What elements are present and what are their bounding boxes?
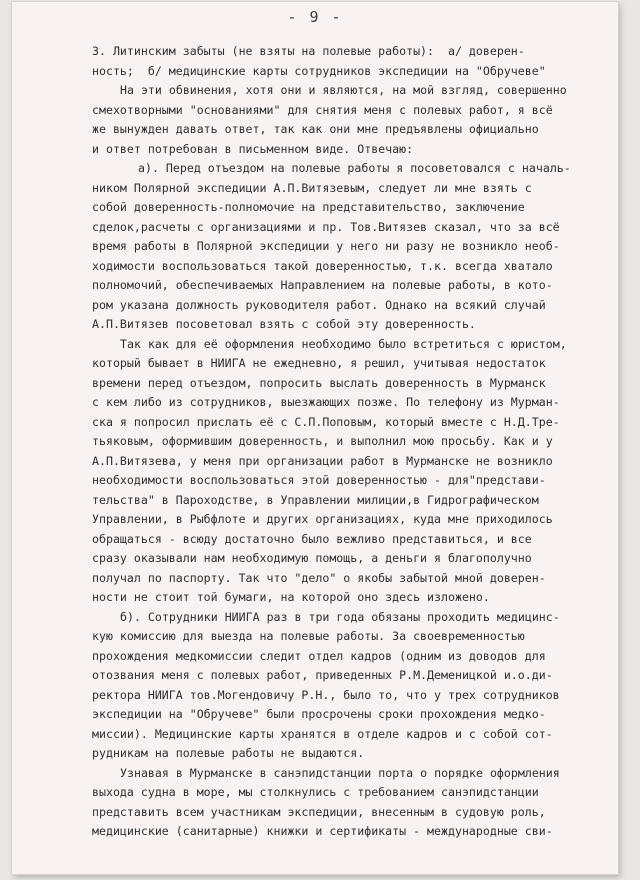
text-line: Так как для её оформления необходимо было встретиться с юристом, — [120, 336, 567, 351]
text-line: с кем либо из сотрудников, выезжающих позже. По телефону из Мурман- — [92, 395, 560, 409]
text-line: а). Перед отъездом на полевые работы я посоветовался с началь- — [138, 161, 571, 175]
text-line: ром указана должность руководителя работ. Однако на всякий случай — [92, 297, 546, 312]
document-page — [12, 2, 618, 874]
text-line: представить всем участникам экспедиции, внесенным в судовую роль, — [92, 804, 546, 819]
page-number: - 9 - — [287, 8, 343, 26]
text-line: Управлении, в Рыбфлоте и других организациях, куда мне приходилось — [92, 512, 553, 526]
text-line: ником Полярной экспедиции А.П.Витязевым, следует ли мне взять с — [92, 180, 532, 195]
text-line: ности не стоит той бумаги, на которой оно здесь изложено. — [92, 590, 490, 604]
text-line: выхода судна в море, мы столкнулись с требованием санэпидстанции — [92, 785, 539, 799]
text-line: ходимости воспользоваться такой доверенностью, т.к. всегда хватало — [92, 258, 553, 273]
text-line: тельства" в Пароходстве, в Управлении милиции,в Гидрографическом — [92, 492, 539, 507]
text-line: тьяковым, оформившим доверенность, и выполнил мою просьбу. Как и у — [92, 434, 553, 448]
text-line: кую комиссию для выезда на полевые работы. За своевременностью — [92, 629, 525, 643]
text-line: б). Сотрудники НИИГА раз в три года обязаны проходить медицинс- — [120, 609, 560, 624]
text-line: 3. Литинским забыты (не взяты на полевые работы): а/ доверен- — [92, 44, 525, 58]
text-line: рудникам на полевые работы не выдаются. — [92, 746, 365, 760]
text-line: отозвания меня с полевых работ, приведенных Р.М.Деменицкой и.о.ди- — [92, 668, 553, 682]
text-line: смехотворными "основаниями" для снятия меня с полевых работ, я всё — [92, 102, 553, 117]
text-line: прохождения медкомиссии следит отдел кадров (одним из доводов для — [92, 648, 546, 663]
text-line: ректора НИИГА тов.Могендовичу Р.Н., было то, что у трех сотрудников — [92, 687, 560, 702]
text-line: миссии). Медицинские карты хранятся в отделе кадров и с собой сот- — [92, 726, 553, 741]
text-line: сразу оказывали нам необходимую помощь, а деньги я благополучно — [92, 551, 532, 565]
text-line: и ответ потребован в письменном виде. Отвечаю: — [92, 141, 414, 156]
text-line: На эти обвинения, хотя они и являются, на мой взгляд, совершенно — [120, 83, 567, 97]
text-line: медицинские (санитарные) книжки и сертификаты - международные сви- — [92, 824, 553, 838]
text-line: времени перед отъездом, попросить выслать доверенность в Мурманск — [92, 375, 546, 390]
text-line: ность; б/ медицинские карты сотрудников экспедиции на "Обручеве" — [92, 63, 546, 78]
text-line: Узнавая в Мурманске в санэпидстанции порта о порядке оформления — [120, 765, 560, 780]
text-line: необходимости воспользоваться этой доверенностью - для"представи- — [92, 473, 546, 487]
text-line: полномочий, обеспечиваемых Направлением на полевые работы, в кото- — [92, 278, 553, 292]
text-line: же вынужден давать ответ, так как они мне предъявлены официально — [92, 122, 539, 136]
typed-text-body — [92, 42, 608, 842]
text-line: экспедиции на "Обручеве" были просрочены сроки прохождения медко- — [92, 707, 546, 721]
text-line: время работы в Полярной экспедиции у него ни разу не возникло необ- — [92, 239, 560, 253]
text-line: А.П.Витязев посоветовал взять с собой эту доверенность. — [92, 317, 476, 331]
text-line: обращаться - всюду достаточно было вежливо представиться, и все — [92, 531, 532, 546]
text-line: А.П.Витязева, у меня при организации работ в Мурманске не возникло — [92, 453, 553, 468]
text-line: получал по паспорту. Так что "дело" о якобы забытой мной доверен- — [92, 570, 546, 585]
text-line: который бывает в НИИГА не ежедневно, я решил, учитывая недостаток — [92, 356, 546, 370]
text-line: сделок,расчеты с организациями и пр. Тов.Витязев сказал, что за всё — [92, 219, 560, 234]
text-line: собой доверенность-полномочие на представительство, заключение — [92, 200, 525, 214]
text-line: ска я попросил прислать её с С.П.Поповым, который вместе с Н.Д.Тре- — [92, 414, 560, 429]
